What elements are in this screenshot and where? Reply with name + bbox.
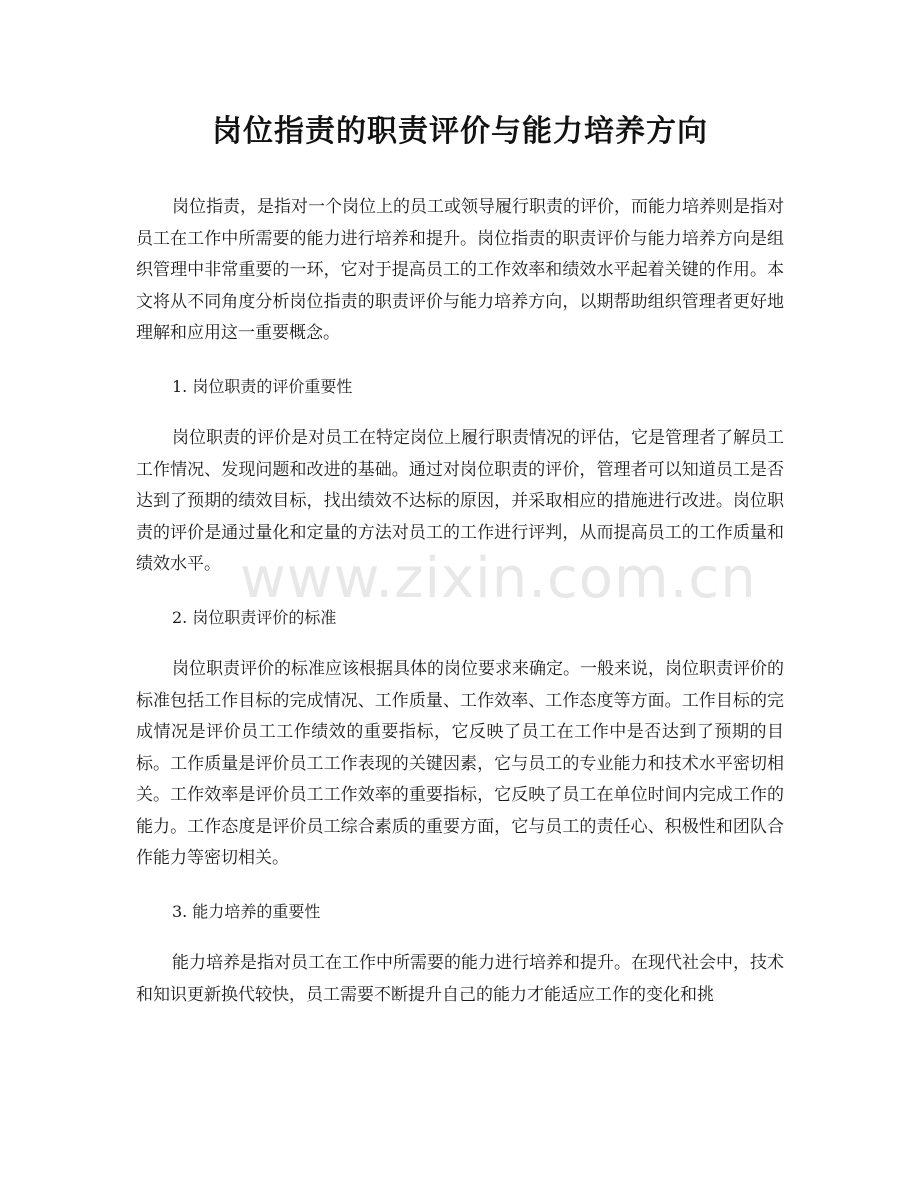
document-content [136,108,784,1032]
document-title: 岗位指责的职责评价与能力培养方向 [212,114,708,149]
section-heading-1: 1. 岗位职责的评价重要性 [172,376,353,396]
watermark-text: www.zixin.com.cn [240,546,757,611]
intro-paragraph: 岗位指责，是指对一个岗位上的员工或领导履行职责的评价，而能力培养则是指对员工在工作中所需要的能力进行培养和提升。岗位指责的职责评价与能力培养方向是组织管理中非常重要的一环，它对于提高员工的工作效率和绩效水平起着关键的作用。本文将从不同角度分析岗位指责的职责评价与能力培养方向，以期帮助组织管理者更好地理解和应用这一重要概念。 [136,197,784,343]
section-body-1: 岗位职责的评价是对员工在特定岗位上履行职责情况的评估，它是管理者了解员工工作情况、发现问题和改进的基础。通过对岗位职责的评价，管理者可以知道员工是否达到了预期的绩效目标，找出绩效不达标的原因，并采取相应的措施进行改进。岗位职责的评价是通过量化和定量的方法对员工的工作进行评判，从而提高员工的工作质量和绩效水平。 [136,428,784,574]
section-body-3: 能力培养是指对员工在工作中所需要的能力进行培养和提升。在现代社会中，技术和知识更新换代较快，员工需要不断提升自己的能力才能适应工作的变化和挑 [136,953,784,1005]
section-heading-2: 2. 岗位职责评价的标准 [172,607,337,627]
section-heading-3: 3. 能力培养的重要性 [172,901,321,921]
section-body-2: 岗位职责评价的标准应该根据具体的岗位要求来确定。一般来说，岗位职责评价的标准包括工作目标的完成情况、工作质量、工作效率、工作态度等方面。工作目标的完成情况是评价员工工作绩效的重要指标，它反映了员工在工作中是否达到了预期的目标。工作质量是评价员工工作表现的关键因素，它与员工的专业能力和技术水平密切相关。工作效率是评价员工工作效率的重要指标，它反映了员工在单位时间内完成工作的能力。工作态度是评价员工综合素质的重要方面，它与员工的责任心、积极性和团队合作能力等密切相关。 [136,659,784,868]
